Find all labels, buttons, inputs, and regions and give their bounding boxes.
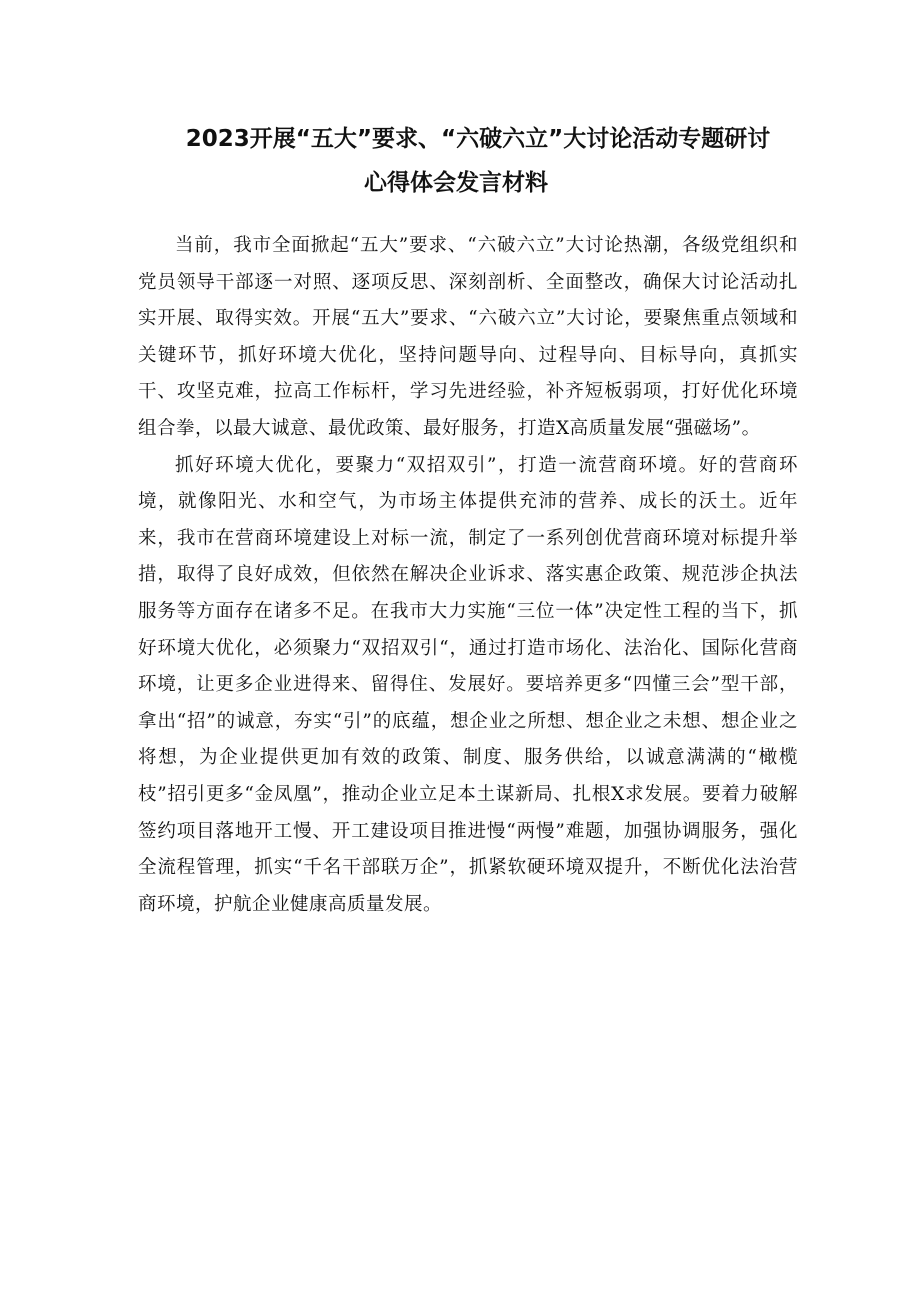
document-title-line-1: 2023开展“五大”要求、“六破六立”大讨论活动专题研讨 [185,126,771,152]
paragraph-2: 抓好环境大优化，要聚力“双招双引”，打造一流营商环境。好的营商环境，就像阳光、水和空气，为市场主体提供充沛的营养、成长的沃土。近年来，我市在营商环境建设上对标一流，制定了一系列创优营商环境对标提升举措，取得了良好成效，但依然在解决企业诉求、落实惠企政策、规范涉企执法服务等方面存在诸多不足。在我市大力实施“三位一体”决定性工程的当下，抓好环境大优化，必须聚力“双招双引“，通过打造市场化、法治化、国际化营商环境，让更多企业进得来、留得住、发展好。要培养更多“四懂三会”型干部，拿出“招”的诚意，夯实“引”的底蕴，想企业之所想、想企业之未想、想企业之将想，为企业提供更加有效的政策、制度、服务供给，以诚意满满的“橄榄枝”招引更多“金凤凰”，推动企业立足本土谋新局、扎根X求发展。要着力破解签约项目落地开工慢、开工建设项目推进慢“两慢”难题，加强协调服务，强化全流程管理，抓实“千名干部联万企”，抓紧软硬环境双提升，不断优化法治营商环境，护航企业健康高质量发展。 [138,454,798,915]
document-body [138,228,798,923]
document-title-line-2: 心得体会发言材料 [364,170,548,196]
paragraph-1: 当前，我市全面掀起“五大”要求、“六破六立”大讨论热潮，各级党组织和党员领导干部逐一对照、逐项反思、深刻剖析、全面整改，确保大讨论活动扎实开展、取得实效。开展“五大”要求、“六破六立”大讨论，要聚焦重点领域和关键环节，抓好环境大优化，坚持问题导向、过程导向、目标导向，真抓实干、攻坚克难，拉高工作标杆，学习先进经验，补齐短板弱项，打好优化环境组合拳，以最大诚意、最优政策、最好服务，打造X高质量发展“强磁场”。 [138,235,798,439]
